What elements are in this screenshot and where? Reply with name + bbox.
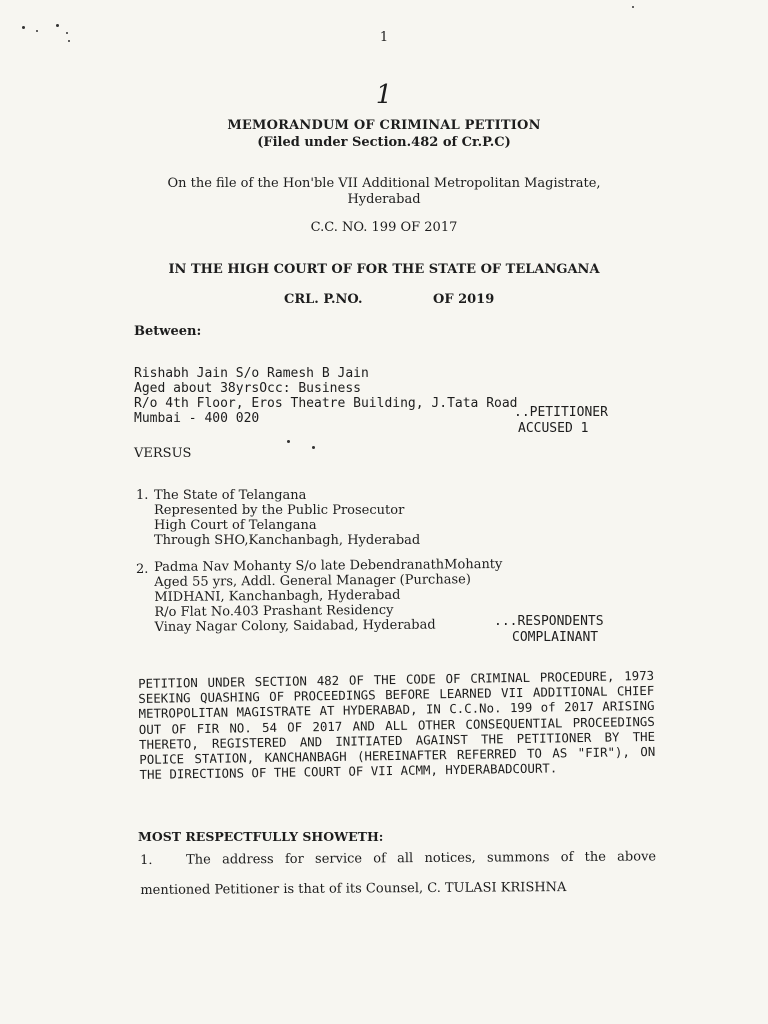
respondent-1-line: Represented by the Public Prosecutor [154, 503, 405, 518]
petitioner-role: ..PETITIONER [514, 405, 608, 420]
respondent-2-line: Aged 55 yrs, Addl. General Manager (Purchase) [154, 572, 471, 590]
respondent-2-line: R/o Flat No.403 Prashant Residency [154, 602, 394, 620]
petitioner-block [134, 366, 518, 426]
petitioner-line: Mumbai - 400 020 [134, 411, 260, 426]
case-number: C.C. NO. 199 OF 2017 [310, 220, 458, 235]
lower-court-city: Hyderabad [347, 192, 421, 207]
respondent-1-line: The State of Telangana [154, 488, 307, 503]
scan-speck [287, 440, 290, 443]
document-subtitle: (Filed under Section.482 of Cr.P.C) [257, 135, 511, 150]
petitioner-line: Rishabh Jain S/o Ramesh B Jain [134, 366, 369, 381]
crl-petition-year: OF 2019 [433, 292, 495, 307]
scan-speck [22, 26, 25, 29]
high-court-title: IN THE HIGH COURT OF FOR THE STATE OF TELANGANA [168, 262, 600, 277]
handwritten-mark: 1 [375, 80, 393, 110]
versus-label: VERSUS [134, 446, 192, 461]
between-label: Between: [134, 324, 202, 339]
respondent-2-line: Padma Nav Mohanty S/o late DebendranathMohanty [154, 556, 503, 575]
respondent-1-number: 1. [136, 488, 149, 503]
crl-petition-label: CRL. P.NO. [284, 292, 363, 307]
respondent-2-block [154, 557, 503, 635]
scan-speck [312, 446, 315, 449]
petitioner-role-sub: ACCUSED 1 [518, 421, 589, 436]
respondent-2-number: 2. [136, 562, 149, 577]
respondent-role-sub: COMPLAINANT [512, 630, 599, 645]
scan-speck [632, 6, 634, 8]
respondent-1-block [154, 488, 420, 548]
scan-speck [56, 24, 59, 27]
document-title: MEMORANDUM OF CRIMINAL PETITION [227, 118, 541, 133]
paragraph-1-number: 1. [140, 852, 153, 868]
paragraph-1 [140, 842, 656, 906]
showeth-heading: MOST RESPECTFULLY SHOWETH: [138, 829, 384, 844]
respondent-role: ...RESPONDENTS [494, 614, 604, 629]
petitioner-line: Aged about 38yrsOcc: Business [134, 381, 361, 396]
respondent-1-line: High Court of Telangana [154, 518, 317, 533]
respondent-2-line: Vinay Nagar Colony, Saidabad, Hyderabad [154, 617, 436, 635]
paragraph-1-text: The address for service of all notices, summons of the above mentioned Petitioner is that of its Counsel, C. TULASI KRISHNA [140, 849, 657, 898]
respondent-1-line: Through SHO,Kanchanbagh, Hyderabad [154, 533, 421, 548]
prayer-paragraph: PETITION UNDER SECTION 482 OF THE CODE OF CRIMINAL PROCEDURE, 1973 SEEKING QUASHING OF PROCEEDINGS BEFORE LEARNED VII ADDITIONAL CHIEF METROPOLITAN MAGISTRATE AT HYDERABAD, IN C.C.No. 199 of 2017 ARISING OUT OF FIR NO. 54 OF 2017 AND ALL OTHER CONSEQUENTIAL PROCEEDINGS THERETO, REGISTERED AND INITIATED AGAINST THE PETITIONER BY THE POLICE STATION, KANCHANBAGH (HEREINAFTER REFERRED TO AS "FIR"), ON THE DIRECTIONS OF THE COURT OF VII ACMM, HYDERABADCOURT. [138, 667, 656, 783]
petitioner-line: R/o 4th Floor, Eros Theatre Building, J.Tata Road [134, 396, 518, 411]
respondent-2-line: MIDHANI, Kanchanbagh, Hyderabad [154, 587, 401, 605]
lower-court-line: On the file of the Hon'ble VII Additional Metropolitan Magistrate, [167, 176, 601, 191]
page-number: 1 [379, 30, 389, 45]
